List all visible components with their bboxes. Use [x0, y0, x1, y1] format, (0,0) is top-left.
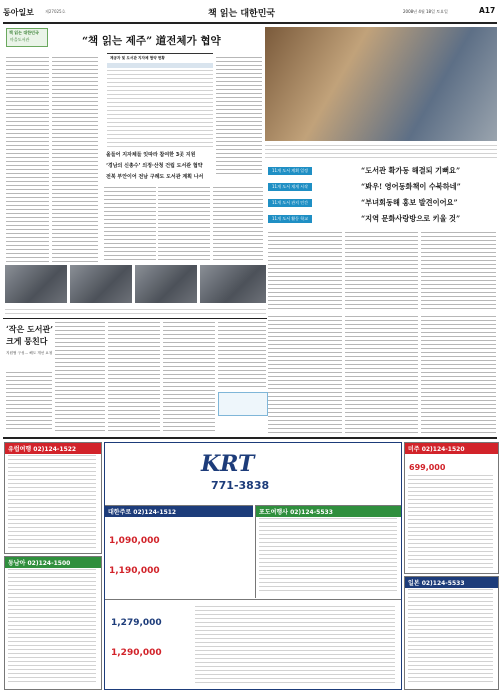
- ad-southeast-phone: 02)124-1500: [27, 560, 71, 567]
- article-col-10: [268, 316, 342, 434]
- table-title: 제공자 및 도서관 지자체 협약 현황: [110, 56, 165, 60]
- quote-2: [268, 181, 496, 194]
- article-col-2: [52, 57, 98, 263]
- ad-lower: [105, 599, 401, 690]
- price-3: 1,279,000: [111, 618, 162, 628]
- quote-text: “부녀회동해 홍보 발견이어요”: [361, 198, 458, 207]
- info-box: [218, 392, 268, 416]
- price-5: 699,000: [409, 463, 446, 472]
- ad-krt: [104, 442, 402, 690]
- masthead: [3, 4, 497, 24]
- photo-row: [5, 265, 266, 307]
- section-rule: [3, 318, 267, 319]
- ad-america-phone: 02)124-1520: [421, 446, 465, 453]
- article-col-9: [421, 232, 496, 312]
- banner-logo: 책 읽는 대한민국 마을도서관: [6, 28, 48, 47]
- ad-america-name: 미주: [408, 446, 420, 453]
- photo-row-caption: [5, 309, 266, 317]
- page-number: A17: [479, 6, 496, 15]
- column-text-4: [163, 322, 215, 432]
- quote-tag: 11개 도서 계획 일정: [268, 167, 312, 175]
- paper-name: 동아일보: [3, 7, 34, 17]
- photo-2: [70, 265, 132, 303]
- ad-southeast: [4, 556, 102, 690]
- subhead-2: ‘경남의 신총수’ 의정·산청 건립 도서관 협약: [106, 163, 203, 169]
- photo-1: [5, 265, 67, 303]
- ad-japan-phone: 02)124-5533: [421, 580, 465, 587]
- headline: “책 읽는 제주” 道전체가 협약: [82, 35, 221, 47]
- price-1: 1,090,000: [109, 536, 160, 546]
- top-photo-caption: [265, 145, 497, 158]
- quote-4: [268, 213, 496, 226]
- column-title-1: ‘작은 도서관’: [6, 324, 53, 334]
- quote-text: “지역 문화사랑방으로 키울 것”: [361, 214, 461, 223]
- column-box: [6, 322, 52, 368]
- article-col-1: [6, 57, 49, 263]
- ad-europe-phone: 02)124-1522: [33, 446, 77, 453]
- subhead-3: 전북 부안이어 전남 구례도 도서관 계획 나서: [106, 174, 204, 180]
- ad-japan: [404, 576, 499, 690]
- section-title: 책 읽는 대한민국: [208, 9, 276, 19]
- ad-america: [404, 442, 499, 574]
- article-col-12: [421, 316, 496, 434]
- table-rows: [107, 70, 213, 149]
- krt-phone: 771-3838: [211, 479, 270, 492]
- article-col-7: [268, 232, 342, 312]
- quote-text: “봐우! 영어동화책이 수북하네”: [361, 182, 461, 191]
- price-2: 1,190,000: [109, 566, 160, 576]
- photo-4: [200, 265, 266, 303]
- column-text-2: [55, 322, 105, 432]
- article-col-8: [345, 232, 418, 312]
- ad-podo: 포도여행사 02)124-5533: [255, 505, 402, 598]
- article-col-5: [158, 187, 210, 262]
- top-photo: [265, 27, 497, 141]
- ad-japan-name: 일본: [408, 580, 420, 587]
- date: 2008년 4월 18일 토요일: [403, 9, 448, 14]
- ad-southeast-name: 동남아: [8, 560, 26, 567]
- column-title-2: 크게 뭉친다: [6, 336, 48, 346]
- price-4: 1,290,000: [111, 648, 162, 658]
- quote-text: “도서관 확가동 해결되 기뻐요”: [361, 166, 461, 175]
- masthead-rule: [3, 22, 497, 24]
- photo-3: [135, 265, 197, 303]
- issue-number: 제27025호: [45, 9, 66, 14]
- column-text-1: [6, 372, 52, 432]
- quote-tag: 11개 도서 관지 인간: [268, 199, 312, 207]
- krt-logo: KRT: [201, 451, 255, 477]
- table-header: [107, 63, 213, 68]
- column-text-3: [108, 322, 160, 432]
- subhead-box: [104, 148, 264, 184]
- column-byline: 지원협 구성… 해도 개선 요청: [6, 351, 53, 355]
- quote-3: [268, 197, 496, 210]
- article-col-6: [213, 187, 263, 262]
- ad-europe-name: 유럽여행: [8, 446, 32, 453]
- subhead-1: 올들어 지자체들 잇따라 참여한 3곳 지원: [106, 152, 196, 158]
- quote-tag: 11개 도서 재개 시작: [268, 183, 312, 191]
- article-col-11: [345, 316, 418, 434]
- quote-tag: 11개 도서 활동 학교: [268, 215, 312, 223]
- column-text-5: [218, 322, 266, 390]
- status-table: [107, 53, 213, 149]
- ad-europe: [4, 442, 102, 554]
- ad-rule: [3, 437, 497, 439]
- ad-daehan: 대한주로 02)124-1512 1,090,000 1,190,000: [105, 505, 253, 598]
- quote-1: [268, 165, 496, 178]
- article-col-4: [104, 187, 156, 262]
